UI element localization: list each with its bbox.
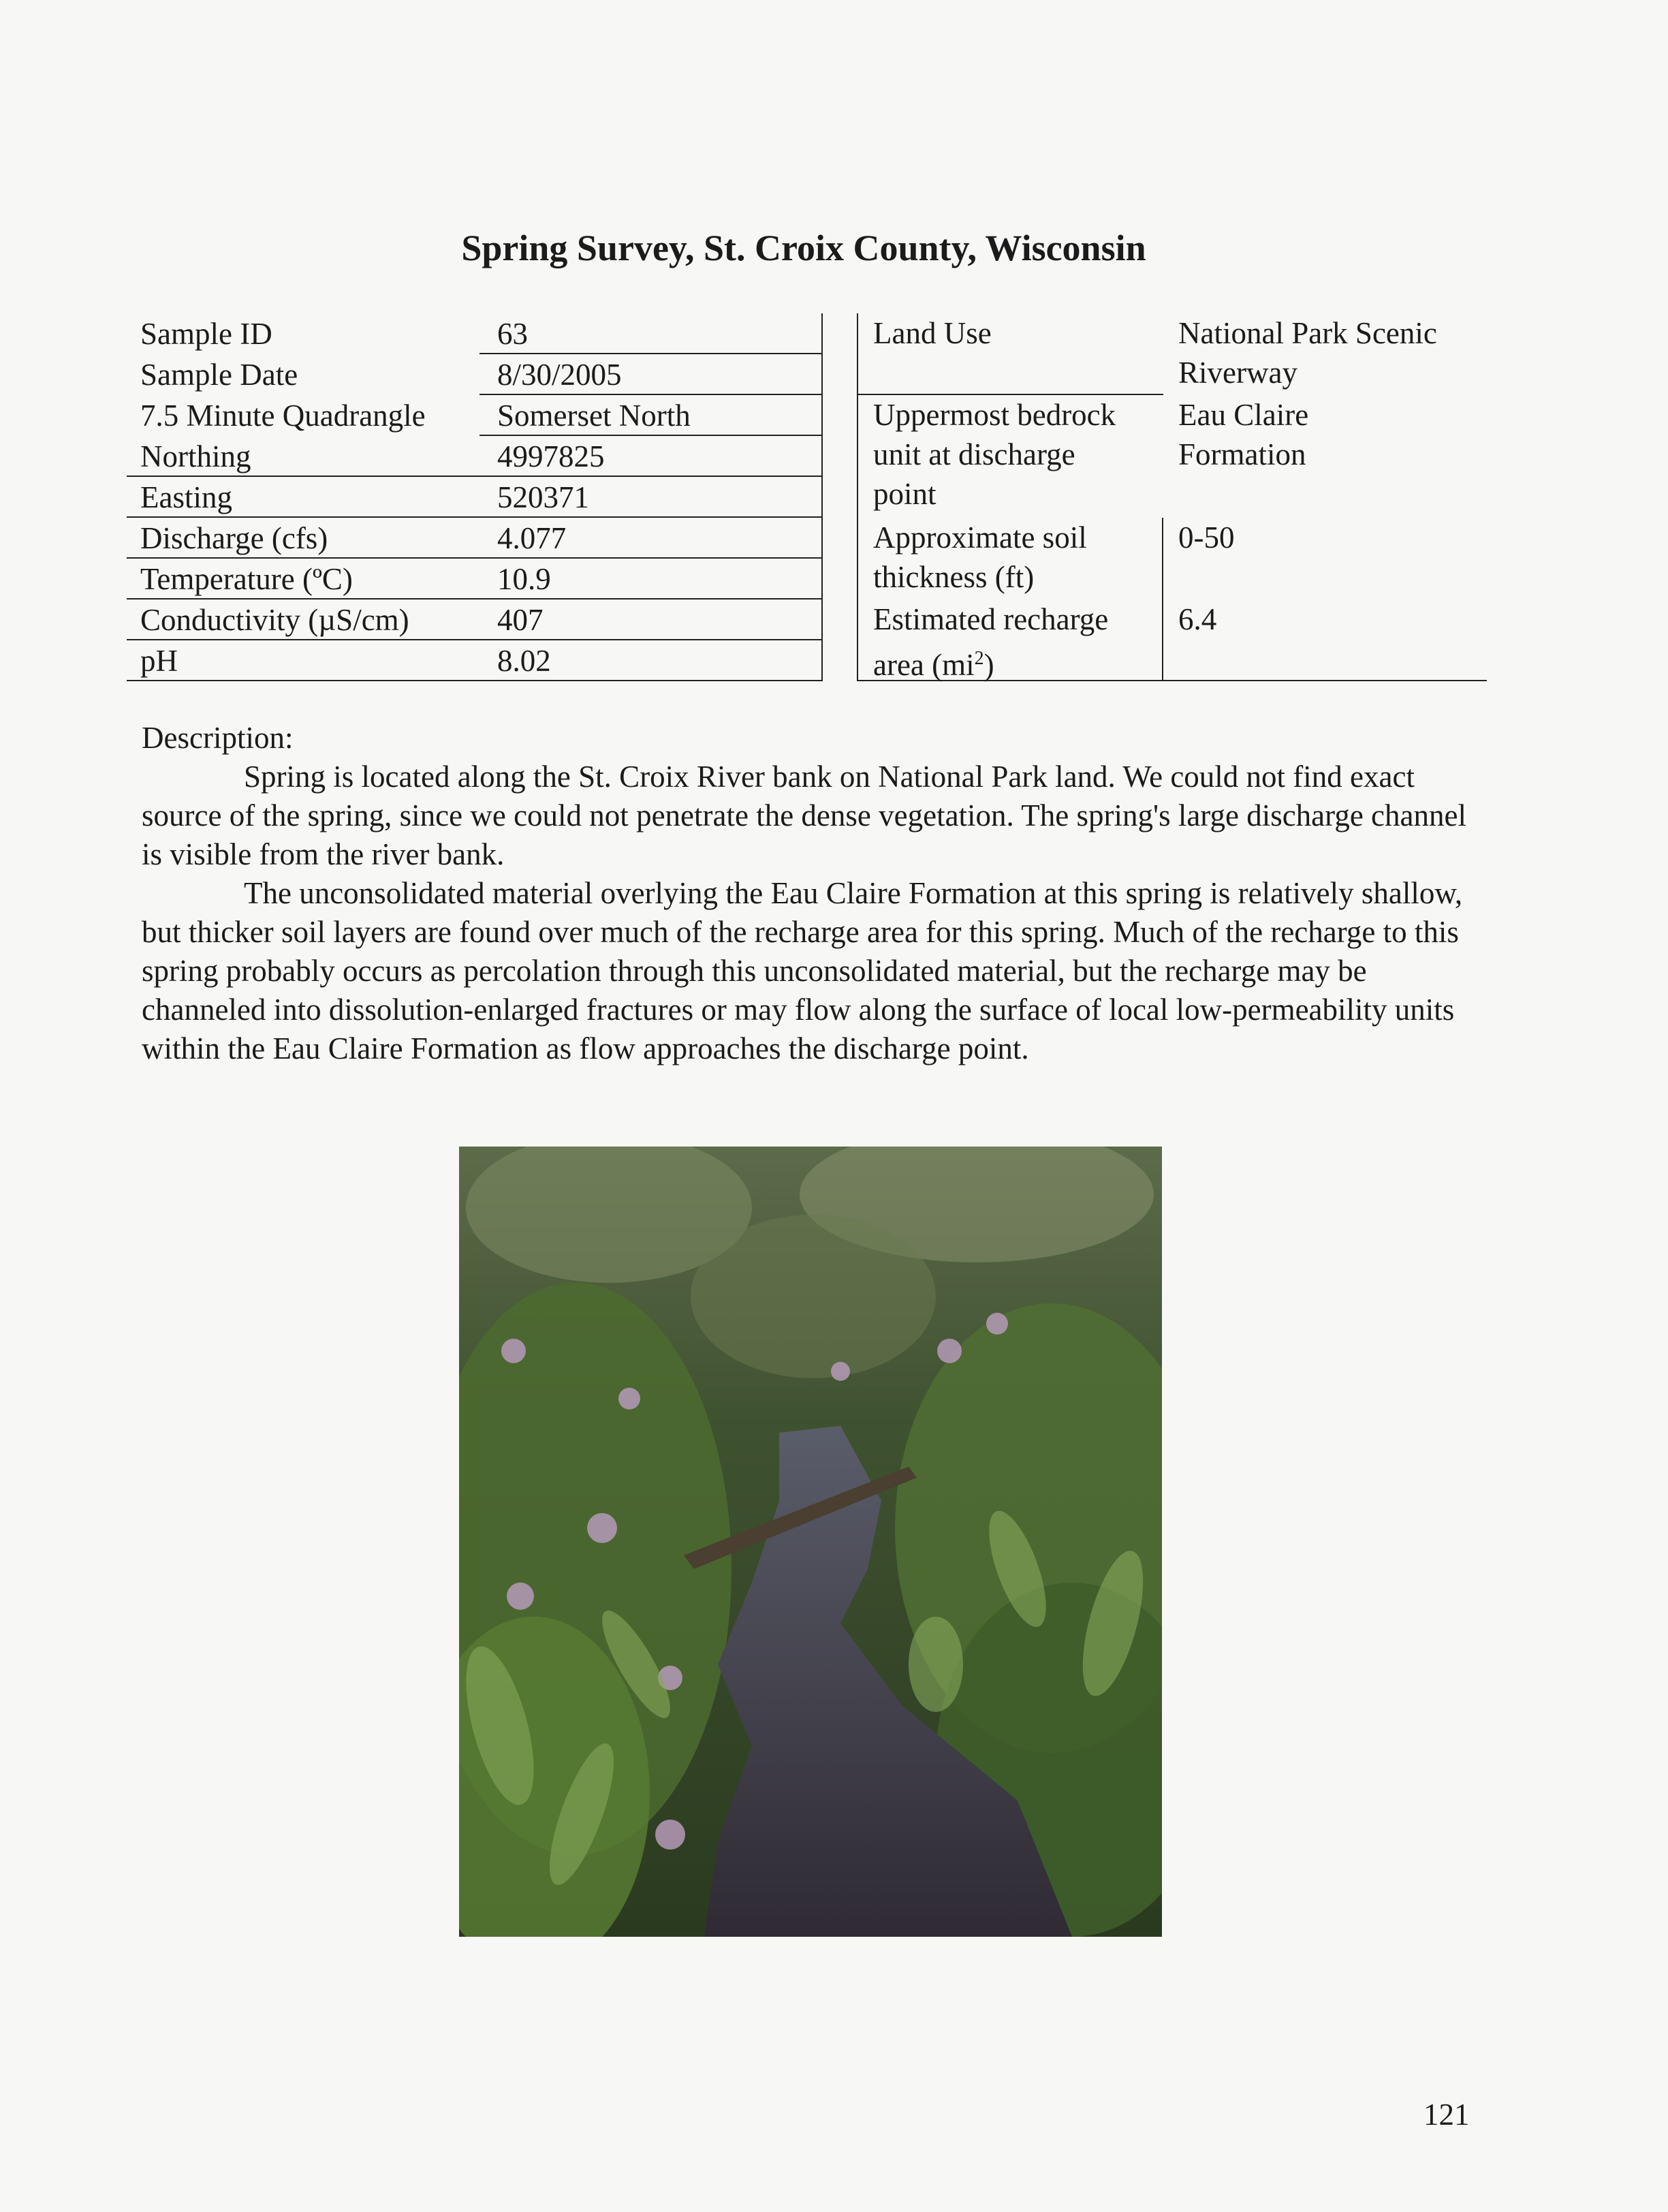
row-label: Temperature (ºC): [140, 562, 353, 596]
land-use-label: Land Use: [873, 316, 992, 350]
row-label: Conductivity (µS/cm): [140, 603, 409, 637]
description-section: [142, 719, 1487, 1068]
page-title: Spring Survey, St. Croix County, Wisconsin: [461, 228, 1146, 268]
row-label: Sample ID: [140, 317, 272, 351]
row-value: 4997825: [497, 439, 605, 473]
table-row: [127, 436, 824, 477]
table-border: [1162, 518, 1163, 681]
row-label: Northing: [140, 439, 251, 473]
land-use-value: National Park Scenic Riverway: [1178, 316, 1437, 390]
recharge-area-label: Estimated recharge area $(mi^2)$: [873, 602, 1109, 682]
table-row: [127, 477, 824, 518]
recharge-area-value: 6.4: [1178, 602, 1217, 636]
spring-photo: [459, 1147, 1162, 1937]
description-paragraph: Spring is located along the St. Croix River bank on National Park land. We could not find exact source of the spring, since we could not penetrate the dense vegetation. The spring's large discharge channel is visible from the river bank.: [142, 760, 1466, 871]
table-border: [857, 313, 858, 681]
sample-data-table: [127, 313, 824, 681]
table-divider: [127, 680, 823, 681]
row-value: Somerset North: [497, 399, 691, 433]
soil-thickness-label: Approximate soil thickness (ft): [873, 520, 1087, 594]
row-value: 520371: [497, 480, 589, 514]
table-row: [127, 599, 824, 640]
table-row: [127, 354, 824, 395]
soil-thickness-value: 0-50: [1178, 520, 1235, 555]
description-paragraph: The unconsolidated material overlying the Eau Claire Formation at this spring is relatively shallow, but thicker soil layers are found over much of the recharge area for this spring. Much of the recharge to this spring probably occurs as percolation through this unconsolidated material, but the recharge may be channeled into dissolution-enlarged fractures or may flow along the surface of local low-permeability units within the Eau Claire Formation as flow approaches the discharge point.: [142, 876, 1463, 1065]
bedrock-label: Uppermost bedrock unit at discharge point: [873, 398, 1116, 511]
bedrock-value: Eau Claire Formation: [1178, 398, 1309, 471]
row-value: 407: [497, 603, 544, 637]
row-label: Discharge (cfs): [140, 521, 328, 555]
table-row: [127, 313, 824, 354]
row-label: Sample Date: [140, 358, 298, 392]
row-value: 10.9: [497, 562, 551, 596]
table-row: [127, 640, 824, 681]
description-heading: Description:: [142, 721, 294, 755]
page-number: 121: [1423, 2098, 1470, 2132]
table-row: [127, 395, 824, 436]
row-value: 8/30/2005: [497, 358, 622, 392]
table-row: [127, 518, 824, 559]
site-info-table: [857, 313, 1487, 681]
spring-photo-image: [459, 1147, 1162, 1937]
row-label: pH: [140, 644, 178, 678]
row-value: 4.077: [497, 521, 567, 555]
row-value: 8.02: [497, 644, 551, 678]
row-label: Easting: [140, 480, 232, 514]
row-value: 63: [497, 317, 528, 351]
row-label: 7.5 Minute Quadrangle: [140, 399, 426, 433]
table-row: [127, 559, 824, 599]
